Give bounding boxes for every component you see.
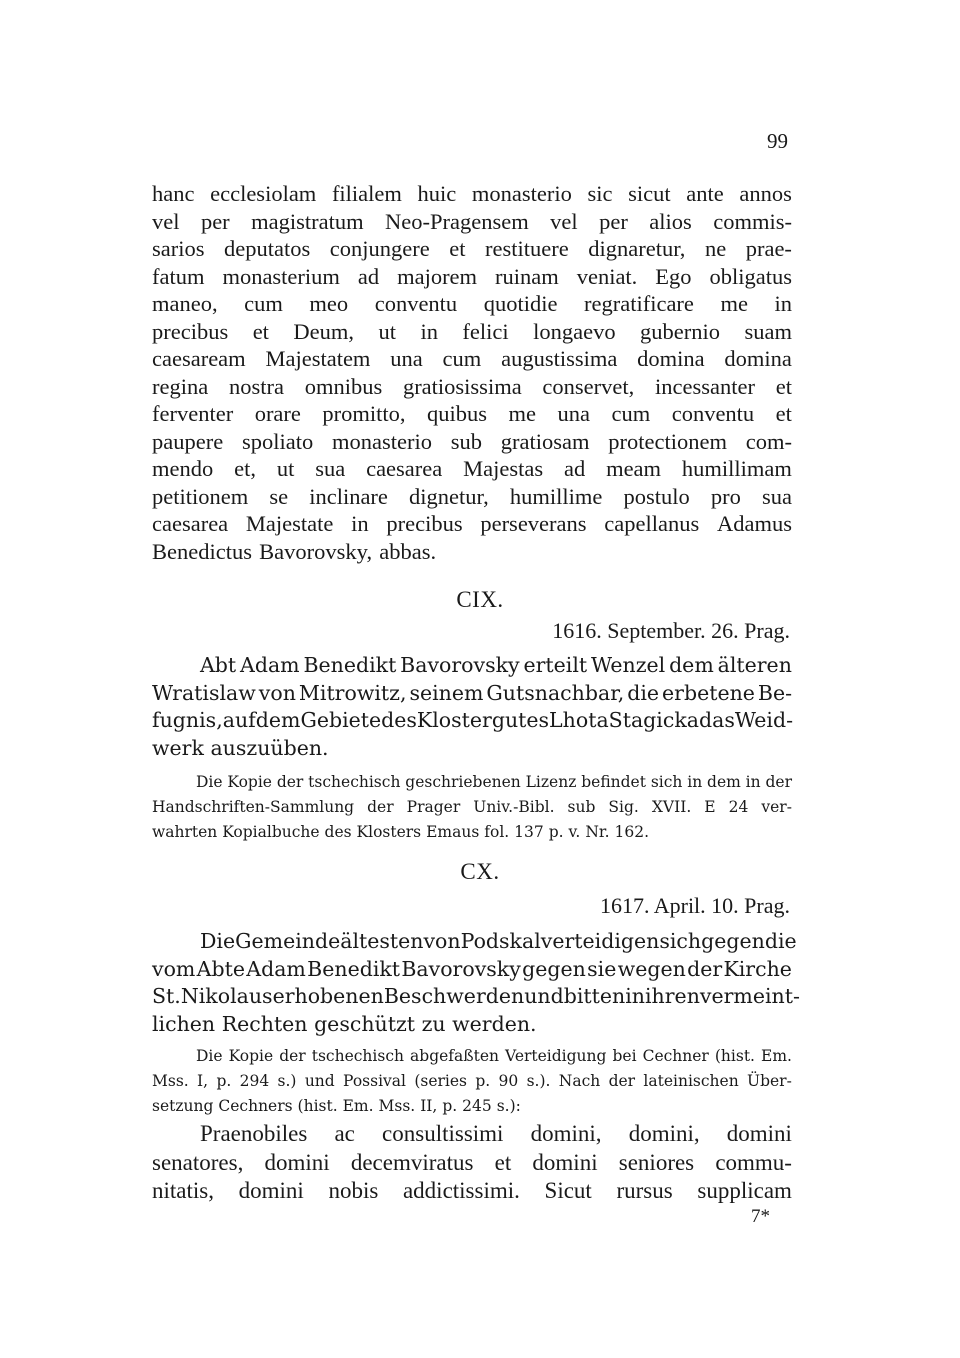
word: maneo, bbox=[152, 291, 218, 316]
word: ante bbox=[686, 181, 724, 206]
word: Adamus bbox=[716, 511, 792, 536]
word: domini bbox=[726, 1121, 792, 1146]
word: geschriebenen bbox=[405, 773, 521, 791]
word: conventu bbox=[374, 291, 458, 316]
word: der bbox=[279, 1047, 306, 1065]
word: ihren bbox=[645, 984, 700, 1008]
word: die bbox=[764, 929, 797, 953]
word: seniores bbox=[618, 1149, 695, 1175]
word: befindet bbox=[581, 773, 646, 791]
word: p. bbox=[442, 1097, 458, 1115]
word: Handschriften-Sammlung bbox=[152, 798, 355, 816]
text-line bbox=[152, 735, 792, 763]
text-line bbox=[152, 290, 792, 318]
word: Gemeindeältesten bbox=[235, 929, 424, 953]
word: Nikolaus bbox=[180, 984, 273, 1008]
word: ruinam bbox=[495, 263, 559, 289]
word: in bbox=[745, 773, 761, 791]
word: humillime bbox=[509, 483, 603, 509]
word: dem bbox=[707, 773, 741, 791]
word: lateinischen bbox=[643, 1072, 739, 1090]
word: omnibus bbox=[304, 373, 383, 399]
word: geschützt bbox=[314, 1011, 416, 1036]
word: spoliato bbox=[241, 428, 314, 454]
word: precibus bbox=[152, 318, 229, 344]
word: per bbox=[200, 208, 230, 234]
regest-cx bbox=[152, 928, 800, 1038]
word: s.) bbox=[277, 1072, 297, 1090]
word: Mss. bbox=[152, 1072, 189, 1090]
word: filialem bbox=[331, 181, 402, 206]
word: domini bbox=[238, 1178, 304, 1203]
text-line bbox=[152, 373, 792, 401]
word: XVII. bbox=[651, 798, 692, 816]
word: consultissimi bbox=[382, 1121, 504, 1146]
word: obligatus bbox=[709, 263, 792, 289]
word: perseverans bbox=[480, 511, 587, 536]
word: in bbox=[625, 984, 645, 1008]
word: des bbox=[381, 708, 417, 732]
word: Emaus bbox=[426, 823, 480, 841]
word: 24 bbox=[728, 798, 749, 816]
word: ne bbox=[704, 236, 727, 261]
word: me bbox=[508, 401, 536, 426]
word: Wratislaw bbox=[152, 680, 256, 705]
word: sua bbox=[761, 483, 792, 509]
word: Lhota bbox=[549, 708, 609, 732]
word: vermeint- bbox=[699, 984, 800, 1008]
word: Cechners bbox=[218, 1097, 293, 1115]
word: gratiosissima bbox=[402, 373, 522, 399]
word: veniat. bbox=[576, 263, 638, 289]
word: orare bbox=[254, 401, 301, 426]
word: (hist. bbox=[714, 1047, 755, 1065]
word: Klostergutes bbox=[416, 708, 550, 732]
text-line bbox=[152, 455, 792, 483]
word: ferventer bbox=[152, 401, 234, 426]
word: et bbox=[775, 401, 792, 426]
word: 90 bbox=[498, 1072, 519, 1090]
word: der bbox=[608, 1072, 636, 1090]
word: precibus bbox=[386, 511, 463, 536]
word: sich bbox=[659, 929, 702, 953]
word: nostra bbox=[228, 373, 284, 399]
word: Bavorovsky bbox=[400, 653, 520, 677]
word: commis- bbox=[713, 208, 792, 234]
word: Cechner bbox=[642, 1047, 709, 1065]
word: Benedikt bbox=[303, 653, 397, 677]
signature-mark: 7* bbox=[751, 1206, 770, 1227]
word: suam bbox=[744, 318, 792, 344]
word: Bavorovsky bbox=[401, 956, 521, 981]
word: et bbox=[494, 1149, 512, 1175]
word: Über- bbox=[747, 1072, 792, 1090]
word: II, bbox=[420, 1097, 438, 1115]
text-line bbox=[152, 345, 792, 373]
word: incessanter bbox=[655, 373, 755, 399]
word: longaevo bbox=[533, 318, 616, 344]
text-line bbox=[152, 208, 792, 236]
word: dem bbox=[669, 653, 714, 677]
word: prae- bbox=[745, 236, 792, 261]
word: ut bbox=[276, 456, 295, 481]
word: Majestatem bbox=[265, 346, 371, 371]
word: sub bbox=[567, 798, 596, 816]
word: fatum bbox=[152, 263, 205, 289]
word: in bbox=[687, 773, 703, 791]
word: p. bbox=[216, 1072, 232, 1090]
word: Prager bbox=[406, 798, 461, 816]
word: postulo bbox=[623, 483, 690, 509]
word: Weid- bbox=[734, 708, 793, 732]
word: dignaretur, bbox=[588, 236, 686, 261]
word: com- bbox=[745, 428, 792, 454]
word: erhobenen bbox=[272, 984, 384, 1008]
text-line bbox=[152, 680, 792, 708]
word: Gebiete bbox=[300, 708, 382, 732]
word: Deum, bbox=[293, 318, 355, 344]
document-numeral-cix: CIX. bbox=[456, 587, 504, 612]
word: auf bbox=[222, 708, 256, 732]
text-line bbox=[152, 928, 797, 956]
word: Adam bbox=[240, 653, 300, 677]
word: seinem bbox=[409, 680, 484, 705]
word: caesarea bbox=[366, 456, 443, 481]
word: von bbox=[258, 680, 296, 705]
document-numeral-cx: CX. bbox=[460, 859, 500, 884]
word: et bbox=[252, 318, 269, 344]
source-note-cx bbox=[152, 1044, 792, 1119]
word: setzung bbox=[152, 1097, 214, 1115]
word: restituere bbox=[485, 236, 569, 261]
word: Univ.-Bibl. bbox=[473, 798, 555, 816]
word: lichen bbox=[152, 1011, 216, 1036]
word: in bbox=[420, 318, 438, 344]
text-line bbox=[152, 1149, 792, 1178]
word: (series bbox=[414, 1072, 467, 1090]
word: der bbox=[687, 956, 723, 981]
word: erbetene bbox=[662, 680, 755, 705]
word: vel bbox=[550, 208, 578, 234]
word: senatores, bbox=[152, 1149, 244, 1175]
word: dignetur, bbox=[409, 483, 489, 509]
text-line bbox=[152, 483, 792, 511]
word: commu- bbox=[715, 1149, 792, 1175]
word: Em. bbox=[342, 1097, 374, 1115]
word: caesaream bbox=[152, 346, 246, 371]
word: Sicut bbox=[544, 1178, 592, 1203]
word: 294 bbox=[239, 1072, 270, 1090]
word: addictissimi. bbox=[402, 1178, 520, 1203]
word: conventu bbox=[671, 401, 755, 426]
word: E bbox=[704, 798, 716, 816]
word: rursus bbox=[616, 1178, 673, 1203]
word: quotidie bbox=[483, 291, 558, 316]
word: paupere bbox=[152, 428, 224, 454]
word: vel bbox=[152, 208, 180, 234]
word: una bbox=[390, 346, 423, 371]
text-line bbox=[152, 1177, 792, 1206]
text-line bbox=[152, 510, 792, 538]
word: Mss. bbox=[378, 1097, 416, 1115]
word: gegen bbox=[701, 929, 765, 953]
source-note-cix bbox=[152, 770, 792, 845]
word: me bbox=[720, 291, 748, 316]
word: abgefaßten bbox=[410, 1047, 500, 1065]
text-line bbox=[152, 795, 792, 820]
word: domini, bbox=[628, 1121, 700, 1146]
word: nitatis, bbox=[152, 1178, 214, 1203]
word: 245 bbox=[462, 1097, 492, 1115]
word: Benedikt bbox=[307, 956, 401, 981]
word: protectionem bbox=[608, 428, 727, 454]
text-line bbox=[152, 1094, 792, 1119]
word: regina bbox=[152, 373, 209, 399]
word: werden. bbox=[452, 1011, 537, 1036]
text-line bbox=[152, 400, 792, 428]
word: und bbox=[304, 1072, 335, 1090]
word: cum bbox=[442, 346, 482, 371]
word: ad bbox=[357, 263, 380, 289]
word: et bbox=[775, 373, 792, 399]
word: in bbox=[351, 511, 369, 536]
word: des bbox=[324, 823, 352, 841]
word: Ego bbox=[655, 263, 692, 289]
word: quibus bbox=[427, 401, 488, 426]
text-line bbox=[152, 235, 792, 263]
word: deputatos bbox=[224, 236, 311, 261]
word: Die bbox=[196, 1047, 223, 1065]
word: magistratum bbox=[251, 208, 364, 234]
word: domina bbox=[637, 346, 705, 371]
word: fol. bbox=[484, 823, 510, 841]
word: Abte bbox=[196, 956, 245, 981]
dateline-cix: 1616. September. 26. Prag. bbox=[552, 618, 790, 643]
word: gegen bbox=[522, 956, 586, 981]
text-line bbox=[152, 428, 792, 456]
word: domini bbox=[264, 1149, 330, 1175]
word: alios bbox=[649, 208, 692, 234]
text-line bbox=[152, 1044, 792, 1069]
text-line bbox=[152, 770, 792, 795]
word: petitionem bbox=[152, 483, 249, 509]
word: nobis bbox=[328, 1178, 379, 1203]
word: s.): bbox=[496, 1097, 521, 1115]
text-line bbox=[152, 1120, 792, 1149]
word: huic bbox=[417, 181, 457, 206]
word: Kopialbuche bbox=[222, 823, 320, 841]
word: mendo bbox=[152, 456, 214, 481]
word: von bbox=[423, 929, 461, 953]
word: der bbox=[276, 773, 304, 791]
word: Podskal bbox=[460, 929, 541, 953]
word: Die bbox=[200, 929, 236, 953]
text-line bbox=[152, 1069, 792, 1094]
word: promitto, bbox=[322, 401, 406, 426]
word: monasterio bbox=[331, 428, 432, 454]
text-line bbox=[152, 1011, 792, 1039]
word: tschechisch bbox=[308, 773, 401, 791]
word: majorem bbox=[397, 263, 478, 289]
text-line bbox=[152, 820, 792, 845]
word: Kopie bbox=[227, 773, 272, 791]
word: cum bbox=[611, 401, 651, 426]
word: cum bbox=[244, 291, 283, 316]
latin-letter-opening bbox=[152, 1120, 792, 1206]
word: conservet, bbox=[542, 373, 635, 399]
word: sua bbox=[315, 456, 346, 481]
word: Kirche bbox=[723, 956, 792, 981]
word: decemviratus bbox=[350, 1149, 474, 1175]
word: et bbox=[449, 236, 466, 261]
word: Kopie bbox=[228, 1047, 274, 1065]
text-line bbox=[152, 538, 792, 566]
latin-body-text bbox=[152, 180, 792, 565]
word: wegen bbox=[617, 956, 686, 981]
word: et, bbox=[234, 456, 256, 481]
word: und bbox=[524, 984, 564, 1008]
dateline-cx: 1617. April. 10. Prag. bbox=[599, 893, 790, 918]
word: in bbox=[774, 291, 792, 316]
word: Die bbox=[196, 773, 223, 791]
word: Be- bbox=[757, 680, 792, 705]
word: monasterium bbox=[222, 263, 340, 289]
word: wahrten bbox=[152, 823, 218, 841]
word: ecclesiolam bbox=[210, 181, 317, 206]
word: sicut bbox=[628, 181, 671, 206]
word: Majestas bbox=[463, 456, 544, 481]
word: ut bbox=[378, 318, 396, 344]
word: Praenobiles bbox=[200, 1121, 308, 1146]
word: Nach bbox=[558, 1072, 601, 1090]
word: Gutsnachbar, bbox=[486, 680, 625, 705]
word: felici bbox=[462, 318, 509, 344]
word: gratiosam bbox=[500, 428, 590, 454]
word: Majestate bbox=[245, 511, 334, 536]
text-line bbox=[152, 263, 792, 291]
word: abbas. bbox=[379, 538, 437, 564]
word: dem bbox=[255, 708, 301, 732]
word: Possival bbox=[343, 1072, 406, 1090]
word: sarios bbox=[152, 236, 205, 261]
text-line bbox=[152, 652, 792, 680]
word: vom bbox=[152, 956, 196, 981]
word: Adam bbox=[246, 956, 306, 981]
word: Nr. bbox=[585, 823, 610, 841]
word: caesarea bbox=[152, 511, 229, 536]
text-line bbox=[152, 983, 800, 1011]
word: Lizenz bbox=[525, 773, 577, 791]
word: Beschwerden bbox=[383, 984, 525, 1008]
word: domina bbox=[724, 346, 792, 371]
word: erteilt bbox=[523, 653, 588, 677]
word: conjungere bbox=[329, 236, 430, 261]
word: p. bbox=[548, 823, 564, 841]
word: das bbox=[698, 708, 735, 732]
word: sich bbox=[650, 773, 683, 791]
word: inclinare bbox=[309, 483, 388, 509]
word: 137 bbox=[514, 823, 544, 841]
word: 162. bbox=[614, 823, 649, 841]
word: Bavorovsky, bbox=[259, 538, 373, 564]
word: una bbox=[557, 401, 590, 426]
word: augustissima bbox=[501, 346, 618, 371]
word: Em. bbox=[761, 1047, 792, 1065]
word: werk bbox=[152, 735, 204, 760]
regest-cix bbox=[152, 652, 792, 762]
word: (hist. bbox=[297, 1097, 338, 1115]
word: älteren bbox=[717, 653, 792, 677]
word: Neo-Pragensem bbox=[385, 208, 529, 234]
word: I, bbox=[197, 1072, 209, 1090]
word: sic bbox=[587, 181, 613, 206]
word: Rechten bbox=[221, 1011, 308, 1036]
text-line bbox=[152, 318, 792, 346]
word: Stagicka bbox=[608, 708, 699, 732]
word: annos bbox=[739, 181, 792, 206]
word: tschechisch bbox=[311, 1047, 404, 1065]
word: verteidigen bbox=[540, 929, 660, 953]
word: ac bbox=[334, 1121, 355, 1146]
word: der bbox=[765, 773, 792, 791]
word: monasterio bbox=[471, 181, 572, 206]
word: die bbox=[627, 680, 660, 705]
word: Verteidigung bbox=[505, 1047, 607, 1065]
word: Sig. bbox=[608, 798, 639, 816]
word: fugnis, bbox=[152, 708, 223, 732]
word: Wenzel bbox=[590, 653, 666, 677]
word: Mitrowitz, bbox=[298, 680, 407, 705]
word: v. bbox=[568, 823, 581, 841]
word: regratificare bbox=[584, 291, 694, 316]
word: Benedictus bbox=[152, 538, 252, 564]
word: der bbox=[367, 798, 394, 816]
word: St. bbox=[152, 984, 181, 1008]
text-line bbox=[152, 707, 792, 735]
text-line bbox=[152, 180, 792, 208]
word: sub bbox=[450, 428, 482, 454]
word: p. bbox=[475, 1072, 491, 1090]
word: auszuüben. bbox=[210, 735, 329, 760]
word: meo bbox=[309, 291, 349, 316]
word: bei bbox=[612, 1047, 637, 1065]
word: zu bbox=[421, 1011, 446, 1036]
word: pro bbox=[710, 483, 741, 509]
word: domini bbox=[532, 1149, 598, 1175]
word: hanc bbox=[152, 181, 195, 206]
word: se bbox=[269, 483, 289, 509]
word: humillimam bbox=[681, 456, 792, 481]
page-number: 99 bbox=[767, 129, 788, 153]
word: sie bbox=[587, 956, 617, 981]
word: supplicam bbox=[697, 1178, 792, 1203]
word: per bbox=[599, 208, 628, 234]
word: Abt bbox=[200, 653, 237, 677]
word: ad bbox=[563, 456, 586, 481]
text-line bbox=[152, 956, 792, 984]
word: domini, bbox=[530, 1121, 602, 1146]
word: capellanus bbox=[604, 511, 700, 536]
word: bitten bbox=[563, 984, 626, 1008]
word: gubernio bbox=[640, 318, 721, 344]
word: meam bbox=[606, 456, 662, 481]
word: ver- bbox=[761, 798, 792, 816]
word: Klosters bbox=[356, 823, 422, 841]
word: s.). bbox=[526, 1072, 551, 1090]
